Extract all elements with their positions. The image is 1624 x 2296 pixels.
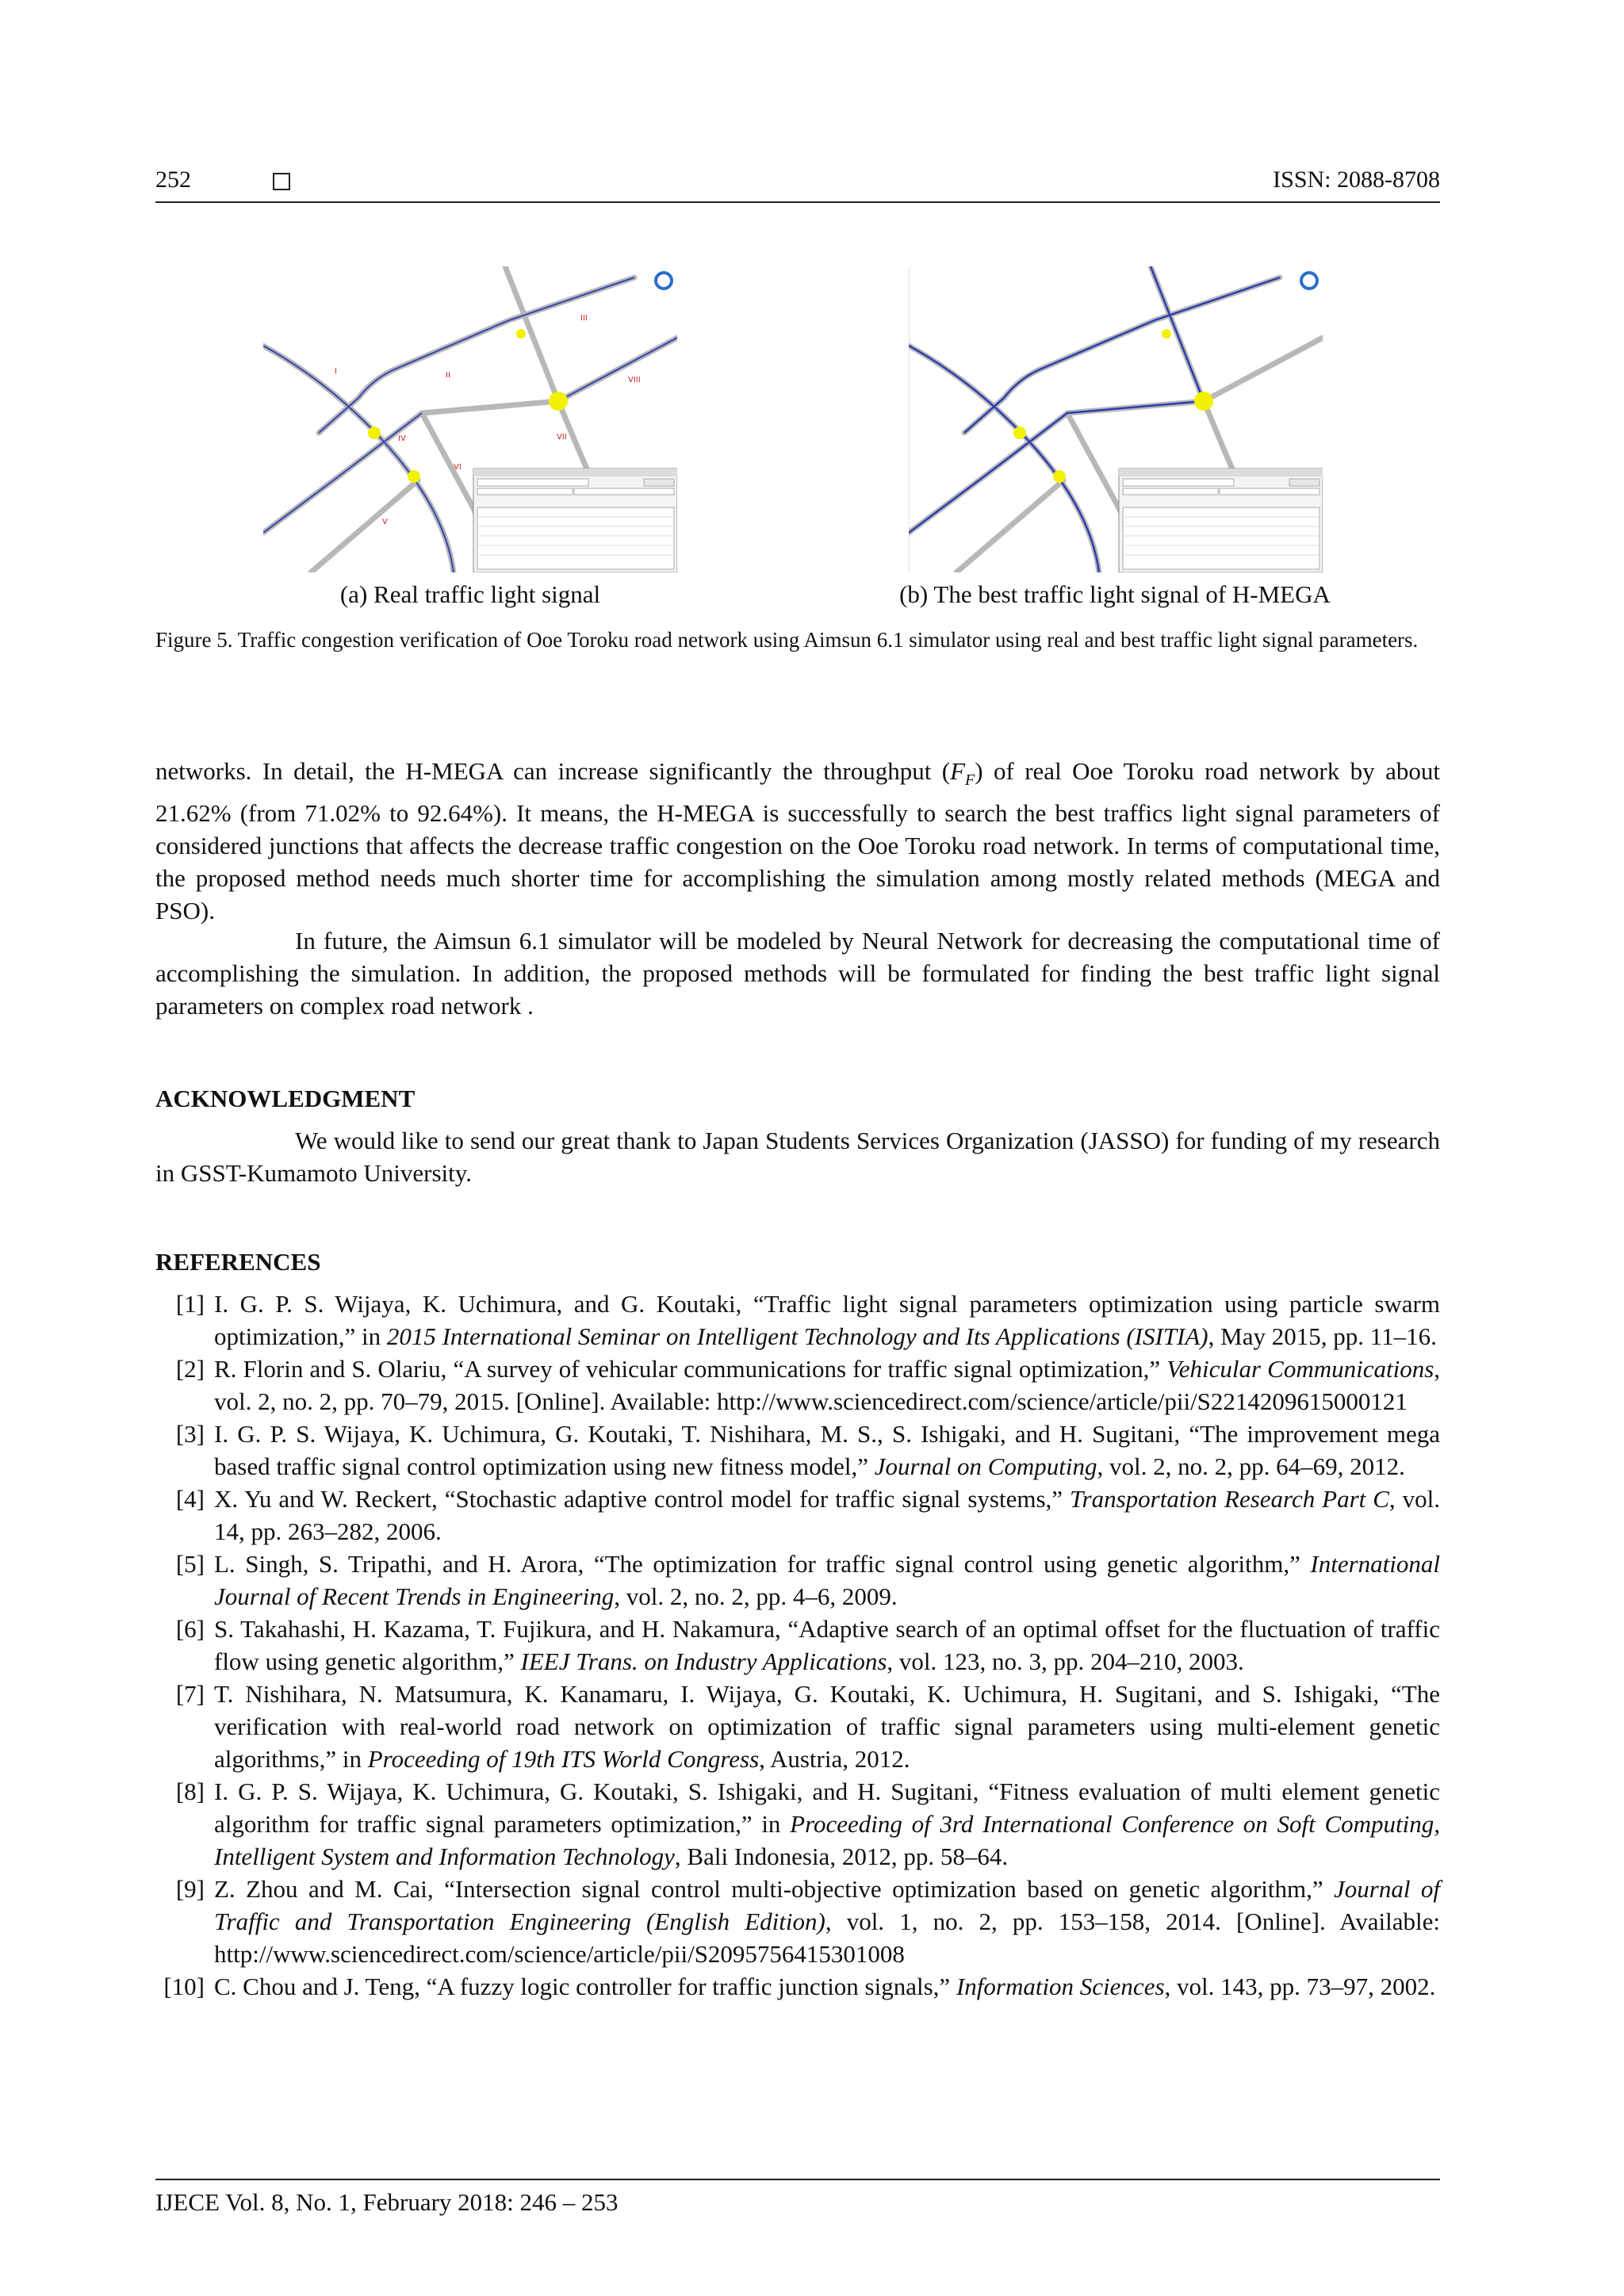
reference-number: [10] <box>163 1973 205 2000</box>
reference-number: [3] <box>175 1420 205 1448</box>
footer-rule <box>155 2179 1440 2180</box>
svg-text:I: I <box>335 367 337 376</box>
page-footer: IJECE Vol. 8, No. 1, February 2018: 246 – 253 <box>155 2188 619 2216</box>
page-number: 252 <box>155 166 191 193</box>
issn-label: ISSN: 2088-8708 <box>1273 166 1440 193</box>
svg-text:VI: VI <box>454 463 462 472</box>
reference-details: , vol. 143, pp. 73–97, 2002. <box>1164 1973 1436 2000</box>
reference-number: [2] <box>175 1355 205 1383</box>
reference-details: , vol. 2, no. 2, pp. 4–6, 2009. <box>614 1582 898 1610</box>
reference-text: X. Yu and W. Reckert, “Stochastic adaptive control model for traffic signal systems,” <box>214 1485 1070 1513</box>
acknowledgment-text: We would like to send our great thank to Japan Students Services Organization (JASSO) for funding of my research in GSST-Kumamoto University. <box>155 1127 1440 1187</box>
reference-item <box>155 1548 1440 1613</box>
svg-text:II: II <box>446 371 450 380</box>
reference-text: R. Florin and S. Olariu, “A survey of vehicular communications for traffic signal optimization,” <box>214 1355 1167 1383</box>
reference-item <box>155 1353 1440 1418</box>
paper-page <box>155 0 1440 2296</box>
reference-item <box>155 1613 1440 1678</box>
road-network-image-b <box>909 266 1323 572</box>
reference-text: T. Nishihara, N. Matsumura, K. Kanamaru, I. Wijaya, G. Koutaki, K. Uchimura, H. Sugitani, and S. Ishigaki, “The verification with real-world road network on optimization of traffic signal parameters using multi-element genetic algorithms,” in <box>214 1680 1440 1773</box>
reference-item <box>155 1775 1440 1873</box>
reference-venue: Journal on Computing <box>874 1452 1097 1480</box>
reference-venue: Vehicular Communications <box>1166 1355 1434 1383</box>
reference-text: I. G. P. S. Wijaya, K. Uchimura, and G. Koutaki, “Traffic light signal parameters optimization using particle swarm optimization,” in <box>214 1290 1440 1350</box>
reference-text: Z. Zhou and M. Cai, “Intersection signal control multi-objective optimization based on genetic algorithm,” <box>214 1875 1335 1903</box>
reference-details: , Austria, 2012. <box>759 1745 910 1773</box>
reference-venue: Journal of Traffic and Transportation Engineering (English Edition) <box>214 1875 1440 1935</box>
svg-text:IV: IV <box>398 434 406 443</box>
reference-number: [6] <box>175 1615 205 1643</box>
reference-number: [7] <box>175 1680 205 1708</box>
reference-text: I. G. P. S. Wijaya, K. Uchimura, G. Koutaki, T. Nishihara, M. S., S. Ishigaki, and H. Sugitani, “The improvement mega based traffic signal control optimization using new fitness model,” <box>214 1420 1440 1480</box>
reference-venue: Transportation Research Part C <box>1069 1485 1389 1513</box>
reference-venue: Proceeding of 19th ITS World Congress <box>367 1745 760 1773</box>
reference-venue: 2015 International Seminar on Intelligent Technology and Its Applications (ISITIA) <box>386 1322 1208 1350</box>
reference-item <box>155 1678 1440 1775</box>
reference-text: C. Chou and J. Teng, “A fuzzy logic controller for traffic junction signals,” <box>214 1973 956 2000</box>
page-header <box>155 166 1440 205</box>
reference-details: , May 2015, pp. 11–16. <box>1208 1322 1437 1350</box>
reference-venue: International Journal of Recent Trends in Engineering <box>214 1550 1440 1610</box>
subcaption-a: (a) Real traffic light signal <box>339 580 601 608</box>
throughput-subscript: F <box>965 771 975 790</box>
body-paragraph-2: In future, the Aimsun 6.1 simulator will be modeled by Neural Network for decreasing the computational time of accomplishing the simulation. In addition, the proposed methods will be formulated for finding the best traffic light signal parameters on complex road network . <box>155 927 1440 1020</box>
reference-item <box>155 1873 1440 1970</box>
reference-item <box>155 1970 1440 2003</box>
road-network-image-a <box>263 266 677 572</box>
simulator-dialog-a <box>473 469 677 572</box>
reference-number: [1] <box>175 1290 205 1318</box>
throughput-symbol: F <box>950 757 965 785</box>
reference-number: [8] <box>175 1777 205 1805</box>
subcaption-b: (b) The best traffic light signal of H-MEGA <box>899 580 1331 608</box>
reference-details: , vol. 14, pp. 263–282, 2006. <box>214 1485 1440 1545</box>
simulator-dialog-b <box>1119 469 1323 572</box>
reference-number: [9] <box>175 1875 205 1903</box>
p1-text-a: networks. In detail, the H-MEGA can increase significantly the throughput ( <box>155 757 951 785</box>
figure-panel-b <box>909 266 1323 572</box>
acknowledgment-heading: ACKNOWLEDGMENT <box>155 1085 416 1112</box>
reference-venue: Proceeding of 3rd International Conference on Soft Computing, Intelligent System and Information Technology <box>214 1810 1440 1870</box>
body-paragraph-1 <box>155 755 1440 927</box>
reference-text: I. G. P. S. Wijaya, K. Uchimura, G. Koutaki, S. Ishigaki, and H. Sugitani, “Fitness evaluation of multi element genetic algorithm for traffic signal parameters optimization,” in <box>214 1777 1440 1838</box>
figure-caption: Figure 5. Traffic congestion verification of Ooe Toroku road network using Aimsun 6.1 simulator using real and best traffic light signal parameters. <box>155 628 1419 652</box>
svg-text:V: V <box>382 518 388 526</box>
svg-text:VIII: VIII <box>628 376 641 385</box>
reference-details: , vol. 123, no. 3, pp. 204–210, 2003. <box>887 1647 1244 1675</box>
header-rule <box>155 201 1440 203</box>
reference-details: , Bali Indonesia, 2012, pp. 58–64. <box>674 1843 1009 1870</box>
references-heading: REFERENCES <box>155 1248 321 1276</box>
square-icon <box>273 173 290 190</box>
reference-venue: IEEJ Trans. on Industry Applications <box>520 1647 887 1675</box>
reference-number: [4] <box>175 1485 205 1513</box>
reference-item <box>155 1418 1440 1483</box>
reference-text: L. Singh, S. Tripathi, and H. Arora, “The optimization for traffic signal control using genetic algorithm,” <box>214 1550 1311 1578</box>
reference-venue: Information Sciences <box>956 1973 1165 2000</box>
reference-details: , vol. 2, no. 2, pp. 64–69, 2012. <box>1097 1452 1405 1480</box>
svg-text:VII: VII <box>557 433 567 442</box>
figure-panel-a <box>263 266 677 572</box>
reference-list <box>155 1288 1440 2003</box>
reference-text: S. Takahashi, H. Kazama, T. Fujikura, and H. Nakamura, “Adaptive search of an optimal offset for the fluctuation of traffic flow using genetic algorithm,” <box>214 1615 1440 1675</box>
reference-item <box>155 1288 1440 1353</box>
reference-number: [5] <box>175 1550 205 1578</box>
reference-details: , vol. 2, no. 2, pp. 70–79, 2015. [Online]. Available: http://www.sciencedirect.com/science/article/pii/S2214209615000121 <box>214 1355 1441 1415</box>
reference-item <box>155 1483 1440 1548</box>
svg-text:III: III <box>580 314 588 323</box>
p1-text-b: ) of real Ooe Toroku road network by about 21.62% (from 71.02% to 92.64%). It means, the H-MEGA is successfully to search the best traffics light signal parameters of considered junctions that affects the decrease traffic congestion on the Ooe Toroku road network. In terms of computational time, the proposed method needs much shorter time for accomplishing the simulation among mostly related methods (MEGA and PSO). <box>155 757 1440 925</box>
reference-details: , vol. 1, no. 2, pp. 153–158, 2014. [Online]. Available: http://www.sciencedirect.com/science/article/pii/S2095756415301008 <box>214 1908 1440 1968</box>
